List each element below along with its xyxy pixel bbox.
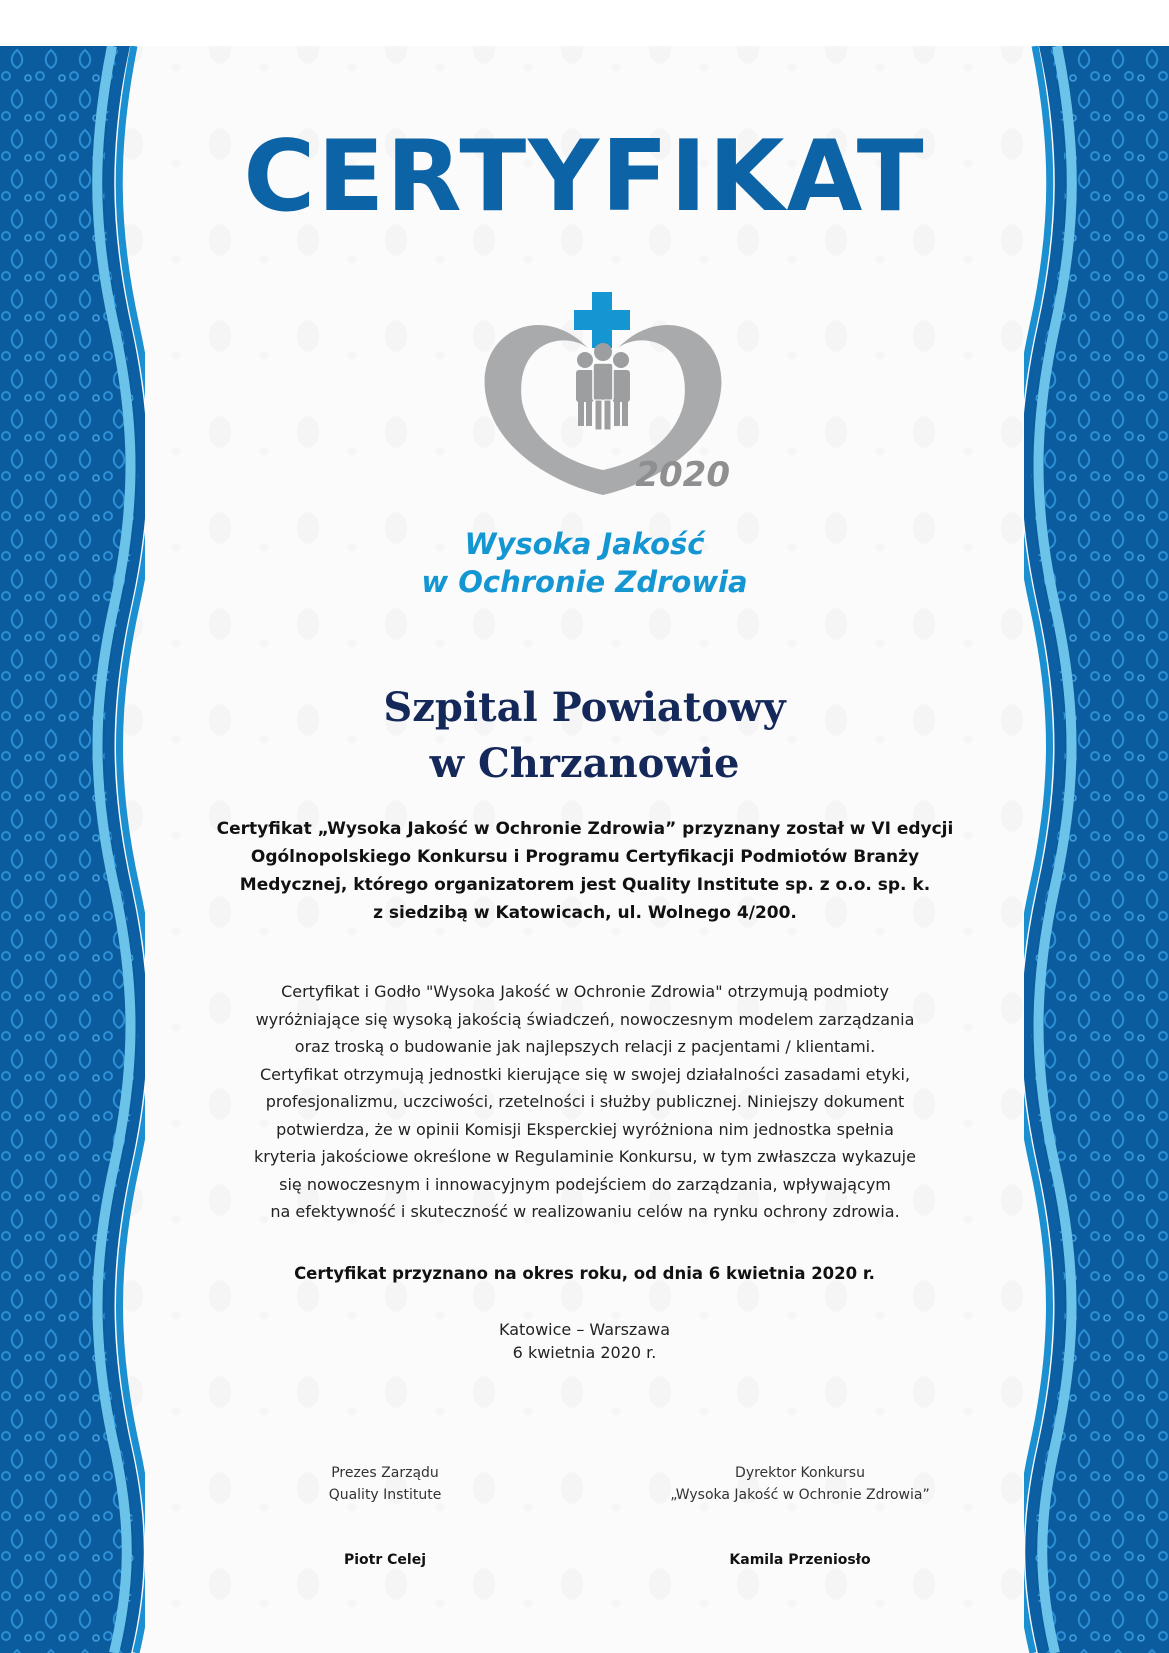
place-and-date: [0, 1318, 1169, 1364]
description-line: się nowoczesnym i innowacyjnym podejściem do zarządzania, wpływającym: [279, 1174, 891, 1194]
validity-period: Certyfikat przyznano na okres roku, od dnia 6 kwietnia 2020 r.: [294, 1264, 875, 1283]
place: Katowice – Warszawa: [498, 1320, 671, 1339]
emblem-caption-line1: Wysoka Jakość: [464, 527, 705, 561]
description-line: oraz troską o budowanie jak najlepszych relacji z pacjentami / klientami.: [294, 1037, 876, 1056]
emblem-year: 2020: [635, 455, 730, 495]
description-line: profesjonalizmu, uczciwości, rzetelności i służby publicznej. Niniejszy dokument: [265, 1092, 905, 1111]
people-icon: [576, 343, 630, 430]
certificate-title: CERTYFIKAT: [243, 120, 926, 234]
description-line: kryteria jakościowe określone w Regulaminie Konkursu, w tym zwłaszcza wykazuje: [254, 1147, 916, 1166]
description-line: Certyfikat otrzymują jednostki kierujące się w swojej działalności zasadami etyki,: [259, 1064, 911, 1084]
recipient-name: [0, 680, 1169, 792]
award-statement-line: Medycznej, którego organizatorem jest Quality Institute sp. z o.o. sp. k.: [239, 875, 931, 895]
top-margin: [0, 0, 1169, 46]
description-line: Certyfikat i Godło "Wysoka Jakość w Ochronie Zdrowia" otrzymują podmioty: [281, 982, 889, 1001]
description-line: wyróżniające się wysoką jakością świadczeń, nowoczesnym modelem zarządzania: [255, 1009, 915, 1029]
award-statement-line: Ogólnopolskiego Konkursu i Programu Certyfikacji Podmiotów Branży: [250, 847, 920, 867]
description-line: potwierdza, że w opinii Komisji Eksperckiej wyróżniona nim jednostka spełnia: [276, 1119, 894, 1139]
award-statement-line: z siedzibą w Katowicach, ul. Wolnego 4/200.: [373, 903, 797, 923]
award-statement: [170, 815, 1000, 927]
emblem-caption-line2: w Ochronie Zdrowia: [421, 565, 748, 599]
certificate-description: [170, 978, 1000, 1226]
signature-block-director: [610, 1462, 990, 1571]
signatory-organization: „Wysoka Jakość w Ochronie Zdrowia”: [670, 1487, 930, 1503]
signature-block-president: [250, 1462, 520, 1571]
signatory-name: Kamila Przeniosło: [729, 1552, 871, 1568]
award-statement-line: Certyfikat „Wysoka Jakość w Ochronie Zdrowia” przyznany został w VI edycji: [216, 819, 954, 839]
issue-date: 6 kwietnia 2020 r.: [512, 1343, 657, 1362]
description-line: na efektywność i skuteczność w realizowaniu celów na rynku ochrony zdrowia.: [270, 1202, 900, 1221]
recipient-line1: Szpital Powiatowy: [383, 684, 786, 731]
signatory-organization: Quality Institute: [328, 1487, 442, 1503]
recipient-line2: w Chrzanowie: [429, 740, 740, 787]
emblem-caption: [0, 525, 1169, 601]
quality-emblem-logo: [470, 290, 740, 515]
right-ornamental-border: [1024, 46, 1169, 1653]
signatory-name: Piotr Celej: [343, 1552, 426, 1568]
medical-cross-icon: [574, 292, 630, 348]
signatory-role: Prezes Zarządu: [331, 1465, 439, 1481]
signatory-role: Dyrektor Konkursu: [735, 1465, 865, 1481]
left-ornamental-border: [0, 46, 145, 1653]
